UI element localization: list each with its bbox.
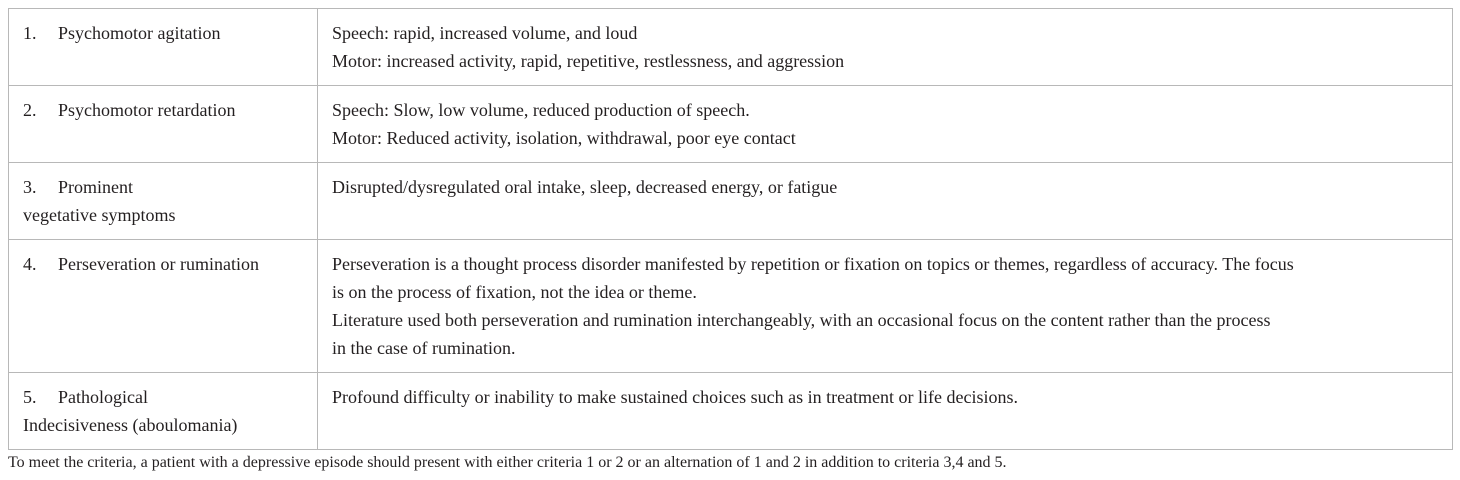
description-line: in the case of rumination. <box>332 338 516 358</box>
table-row <box>9 373 1453 450</box>
criterion-cell <box>9 86 318 163</box>
criteria-table <box>8 8 1453 450</box>
criteria-table-body <box>9 9 1453 450</box>
criterion-line <box>23 383 303 411</box>
criterion-number: 1. <box>23 23 37 43</box>
description-cell <box>318 240 1453 373</box>
description-line: Perseveration is a thought process disorder manifested by repetition or fixation on topics or themes, regardless of accuracy. The focus <box>332 254 1294 274</box>
description-line: Motor: Reduced activity, isolation, withdrawal, poor eye contact <box>332 128 796 148</box>
description-line: Speech: rapid, increased volume, and loud <box>332 23 638 43</box>
criterion-name: Prominent <box>58 177 133 197</box>
criterion-number: 2. <box>23 100 37 120</box>
table-row <box>9 9 1453 86</box>
criterion-name: Psychomotor retardation <box>58 100 236 120</box>
description-line: is on the process of fixation, not the idea or theme. <box>332 282 697 302</box>
table-row <box>9 86 1453 163</box>
description-cell <box>318 163 1453 240</box>
criterion-line-continued: Indecisiveness (aboulomania) <box>23 415 238 435</box>
criterion-name: Pathological <box>58 387 148 407</box>
criterion-cell <box>9 373 318 450</box>
criterion-cell <box>9 240 318 373</box>
description-cell <box>318 9 1453 86</box>
table-footnote: To meet the criteria, a patient with a depressive episode should present with either criteria 1 or 2 or an alternation of 1 and 2 in addition to criteria 3,4 and 5. <box>8 454 1007 471</box>
description-cell <box>318 373 1453 450</box>
description-line: Motor: increased activity, rapid, repetitive, restlessness, and aggression <box>332 51 845 71</box>
description-line: Speech: Slow, low volume, reduced production of speech. <box>332 100 750 120</box>
criterion-line <box>23 96 303 124</box>
criterion-cell <box>9 9 318 86</box>
description-line: Disrupted/dysregulated oral intake, sleep, decreased energy, or fatigue <box>332 177 838 197</box>
description-line: Literature used both perseveration and rumination interchangeably, with an occasional focus on the content rather than the process <box>332 310 1271 330</box>
criterion-line <box>23 250 303 278</box>
description-line: Profound difficulty or inability to make sustained choices such as in treatment or life decisions. <box>332 387 1019 407</box>
criterion-number: 5. <box>23 387 37 407</box>
criterion-name: Psychomotor agitation <box>58 23 221 43</box>
criterion-line-continued: vegetative symptoms <box>23 205 176 225</box>
criterion-name: Perseveration or rumination <box>58 254 259 274</box>
criterion-line <box>23 173 303 201</box>
table-row <box>9 163 1453 240</box>
criterion-cell <box>9 163 318 240</box>
criterion-line <box>23 19 303 47</box>
criterion-number: 3. <box>23 177 37 197</box>
description-cell <box>318 86 1453 163</box>
table-row <box>9 240 1453 373</box>
criterion-number: 4. <box>23 254 37 274</box>
